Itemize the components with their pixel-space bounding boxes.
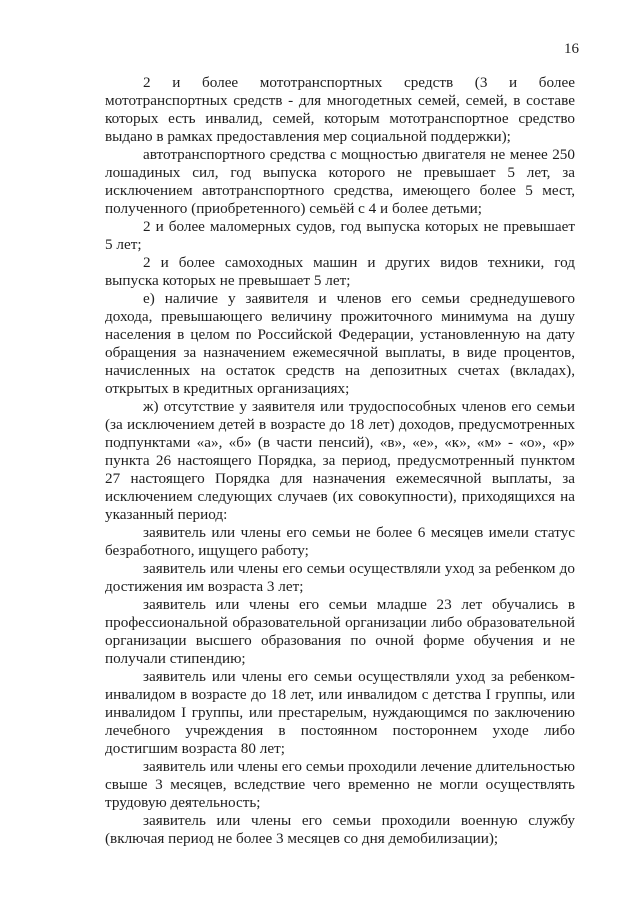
paragraph-mototransport: 2 и более мототранспортных средств (3 и более мототранспортных средств - для многодетных семей, семей, в составе которых есть инвалид, семей, которым мототранспортное средство выдано в рамках предоставления мер социальной поддержки); (105, 74, 575, 145)
paragraph-unemployed: заявитель или члены его семьи не более 6 месяцев имели статус безработного, ищущего работу; (105, 524, 575, 559)
paragraph-item-e: е) наличие у заявителя и членов его семьи среднедушевого дохода, превышающего величину прожиточного минимума на душу населения в целом по Российской Федерации, установленную на дату обращения за назначением ежемесячной выплаты, в виде процентов, начисленных на остаток средств на депозитных счетах (вкладах), открытых в кредитных организациях; (105, 290, 575, 397)
paragraph-treatment: заявитель или члены его семьи проходили лечение длительностью свыше 3 месяцев, вследствие чего временно не могли осуществлять трудовую деятельность; (105, 758, 575, 811)
paragraph-autotransport: автотранспортного средства с мощностью двигателя не менее 250 лошадиных сил, год выпуска которого не превышает 5 лет, за исключением автотранспортного средства, имеющего более 5 мест, полученного (приобретенного) семьёй с 4 и более детьми; (105, 146, 575, 217)
paragraph-students: заявитель или члены его семьи младше 23 лет обучались в профессиональной образовательной организации либо образовательной организации высшего образования по очной форме обучения и не получали стипендию; (105, 596, 575, 667)
paragraph-military-service: заявитель или члены его семьи проходили военную службу (включая период не более 3 месяцев со дня демобилизации); (105, 812, 575, 847)
paragraph-self-propelled: 2 и более самоходных машин и других видов техники, год выпуска которых не превышает 5 лет; (105, 254, 575, 289)
paragraph-item-zh: ж) отсутствие у заявителя или трудоспособных членов его семьи (за исключением детей в возрасте до 18 лет) доходов, предусмотренных подпунктами «а», «б» (в части пенсий), «в», «е», «к», «м» - «о», «р» пункта 26 настоящего Порядка, за период, предусмотренный пунктом 27 настоящего Порядка для назначения ежемесячной выплаты, за исключением следующих случаев (их совокупности), приходящихся на указанный период: (105, 398, 575, 523)
page-number: 16 (564, 41, 579, 57)
paragraph-child-care: заявитель или члены его семьи осуществляли уход за ребенком до достижения им возраста 3 лет; (105, 560, 575, 595)
paragraph-small-vessels: 2 и более маломерных судов, год выпуска которых не превышает 5 лет; (105, 218, 575, 253)
document-body (105, 74, 575, 848)
paragraph-disabled-care: заявитель или члены его семьи осуществляли уход за ребенком-инвалидом в возрасте до 18 лет, или инвалидом с детства I группы, или инвалидом I группы, или престарелым, нуждающимся по заключению лечебного учреждения в постоянном постороннем уходе либо достигшим возраста 80 лет; (105, 668, 575, 757)
